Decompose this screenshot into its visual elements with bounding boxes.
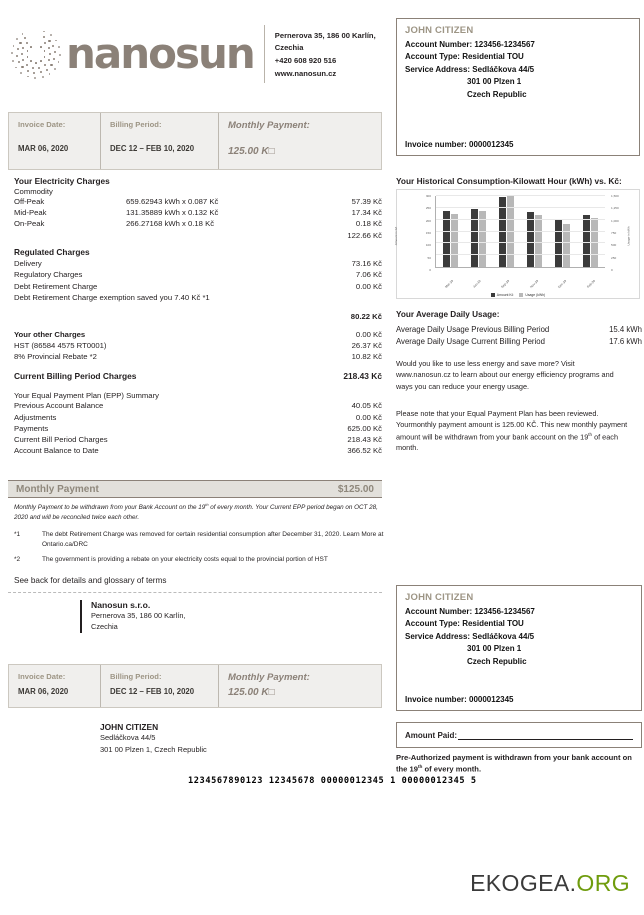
charge-name: Off-Peak <box>14 197 45 206</box>
legend-label: Usage (kWh) <box>525 293 546 297</box>
billing-period-value: DEC 12 – FEB 10, 2020 <box>110 144 195 153</box>
chart-ytick-right: 250 <box>611 255 617 260</box>
avg-usage-name: Average Daily Usage Current Billing Period <box>396 337 545 346</box>
chart-bar-amount <box>471 209 478 267</box>
footnote-1-marker: *1 <box>14 531 21 538</box>
invoice-summary-bar-stub <box>8 664 382 708</box>
see-back-note: See back for details and glossary of terms <box>14 576 167 585</box>
charge-name: Mid-Peak <box>14 208 47 218</box>
charge-name: 8% Provincial Rebate *2 <box>14 352 97 362</box>
invoice-summary-bar-top <box>8 112 382 170</box>
drc-exemption-note: Debt Retirement Charge exemption saved you 7.40 Kč *1 <box>14 292 210 302</box>
header-divider <box>264 25 265 83</box>
drc-exemption-note-row <box>14 292 382 303</box>
chart-ytick: 100 <box>425 243 431 248</box>
regulated-charges-title: Regulated Charges <box>14 247 90 258</box>
charge-name: Debt Retirement Charge <box>14 281 98 291</box>
billing-period-label: Billing Period: <box>110 672 162 681</box>
table-row <box>396 336 642 348</box>
chart-ytick: 200 <box>425 218 431 223</box>
stub-company-name: Nanosun s.r.o. <box>91 600 151 610</box>
company-address-line: Czechia <box>274 43 304 53</box>
chart-title: Your Historical Consumption-Kilowatt Hour (kWh) vs. Kč: <box>396 176 622 186</box>
service-address: Service Address: Sedláčkova 44/5 <box>405 64 535 74</box>
legend-swatch-icon <box>519 293 523 297</box>
footnote-1-text: The debt Retirement Charge was removed for certain residential consumption after December 31, 2020. Learn More at Ontario.ca/DRC <box>42 531 384 548</box>
table-row <box>14 340 382 351</box>
payment-withdrawal-note <box>14 502 386 522</box>
chart-y-axis-label: Amount in Kč <box>394 226 399 246</box>
epp-row-amount: 218.43 Kč <box>347 435 382 445</box>
other-charges-row <box>14 329 382 340</box>
chart-xtick: Nov-19 <box>528 278 539 290</box>
chart-legend <box>397 293 639 297</box>
amount-paid-label: Amount Paid: <box>405 730 457 740</box>
epp-row-name: Payments <box>14 423 49 433</box>
table-row <box>14 218 382 229</box>
chart-xtick: Jun-19 <box>472 279 483 289</box>
table-row <box>14 351 382 362</box>
table-row <box>14 269 382 280</box>
avg-usage-value: 15.4 kWh <box>609 325 642 334</box>
legend-swatch-icon <box>491 293 495 297</box>
table-row <box>14 400 382 411</box>
legend-label: Amount Kč <box>496 293 514 297</box>
footnote-2-text: The government is providing a rebate on your electricity costs equal to the provincial portion of HST <box>42 556 328 563</box>
charge-detail: 659.62943 kWh x 0.087 Kč <box>126 197 219 206</box>
chart-ytick-right: 1,250 <box>611 206 619 211</box>
account-number: Account Number: 123456-1234567 <box>405 40 535 49</box>
chart-xtick: Sep-19 <box>500 278 511 290</box>
chart-xtick: Dec-19 <box>557 278 568 290</box>
ekogea-watermark <box>470 870 630 897</box>
table-row <box>14 423 382 434</box>
service-address: Service Address: Sedláčkova 44/5 <box>405 631 535 641</box>
commodity-subtotal-row <box>14 230 382 242</box>
chart-ytick-right: 1,500 <box>611 194 619 198</box>
table-row <box>14 434 382 445</box>
monthly-payment-label: Monthly Payment: <box>228 120 310 131</box>
watermark-dark: EKOGEA. <box>470 870 577 896</box>
chart-ytick: 250 <box>425 206 431 211</box>
billing-period-cell <box>101 113 219 169</box>
sun-dots-icon <box>8 26 64 82</box>
monthly-payment-bar-value: $125.00 <box>337 483 374 495</box>
account-summary-box-stub <box>396 585 642 711</box>
epp-note-b: of each month. <box>396 432 619 453</box>
charge-detail: 266.27168 kWh x 0.18 Kč <box>126 219 215 229</box>
epp-note-sup: th <box>588 431 593 437</box>
chart-bar-usage <box>451 214 458 267</box>
invoice-date-value: MAR 06, 2020 <box>18 687 69 696</box>
stub-customer-address-2: 301 00 Plzen 1, Czech Republic <box>100 744 207 754</box>
chart-ytick: 0 <box>429 268 431 272</box>
monthly-payment-value: 125.00 K□ <box>228 146 275 157</box>
stub-company-address-1: Pernerova 35, 186 00 Karlín, <box>91 611 186 620</box>
charge-amount: 73.16 Kč <box>351 259 382 269</box>
chart-xtick: Feb-20 <box>585 279 596 289</box>
epp-row-amount: 0.00 Kč <box>355 412 382 422</box>
epp-note-a: Please note that your Equal Payment Plan has been reviewed. Yourmonthly payment amount is 125.00 KČ. This new monthly payment amount will be withdrawn from your bank account on the 19 <box>396 409 628 442</box>
monthly-payment-cell <box>219 113 381 169</box>
micr-line: 1234567890123 12345678 00000012345 1 00000012345 5 <box>188 776 477 786</box>
preauth-b: of every month. <box>422 764 482 774</box>
chart-bar-amount <box>583 215 590 267</box>
account-summary-box-top <box>396 18 640 156</box>
table-row <box>14 445 382 456</box>
stub-customer-block <box>100 722 207 755</box>
current-billing-period-row <box>14 371 382 381</box>
electricity-charges-title: Your Electricity Charges <box>14 176 110 186</box>
avg-usage-name: Average Daily Usage Previous Billing Period <box>396 325 550 334</box>
other-charges-title: Your other Charges <box>14 329 86 339</box>
charge-amount: 17.34 Kč <box>351 208 382 218</box>
chart-bar-amount <box>527 212 534 267</box>
charge-amount: 10.82 Kč <box>351 352 382 362</box>
epp-review-note <box>396 408 628 454</box>
monthly-payment-label: Monthly Payment: <box>228 672 310 683</box>
preauthorized-payment-note <box>396 752 636 775</box>
avg-usage-value: 17.6 kWh <box>609 337 642 346</box>
withdrawal-note-sup: th <box>205 502 209 507</box>
historical-consumption-chart <box>396 189 640 299</box>
chart-bar-amount <box>443 211 450 267</box>
charge-amount: 26.37 Kč <box>351 340 382 350</box>
average-usage-title: Your Average Daily Usage: <box>396 310 500 319</box>
monthly-payment-bar-label: Monthly Payment <box>16 483 99 495</box>
epp-row-amount: 40.05 Kč <box>351 401 382 411</box>
epp-row-name: Account Balance to Date <box>14 446 99 456</box>
watermark-green: ORG <box>576 870 630 896</box>
chart-plot-area <box>435 196 605 268</box>
energy-savings-paragraph: Would you like to use less energy and save more? Visit www.nanosun.cz to learn about our energy efficiency programs and ways you can reduce your energy usage. <box>396 359 614 391</box>
table-row <box>14 196 382 207</box>
epp-row-name: Adjustments <box>14 412 57 422</box>
service-address-line2: 301 00 Plzen 1 <box>467 77 522 87</box>
footnote-2 <box>14 555 386 565</box>
chart-ytick-right: 1,000 <box>611 218 619 223</box>
amount-paid-input[interactable] <box>458 730 633 740</box>
withdrawal-note-a: Monthly Payment to be withdrawn from your Bank Account on the 19 <box>14 504 206 512</box>
chart-ytick-right: 500 <box>611 243 617 248</box>
current-billing-label: Current Billing Period Charges <box>14 371 137 382</box>
account-type: Account Type: Residential TOU <box>405 52 524 62</box>
charges-section <box>14 176 382 457</box>
other-charges-amount: 0.00 Kč <box>355 329 382 339</box>
epp-row-amount: 625.00 Kč <box>347 423 382 433</box>
preauth-sup: th <box>417 764 423 770</box>
commodity-label: Commodity <box>14 187 53 196</box>
invoice-number: Invoice number: 0000012345 <box>405 695 514 704</box>
stub-customer-name: JOHN CITIZEN <box>100 722 159 732</box>
stub-divider <box>8 592 382 593</box>
monthly-payment-cell-stub <box>219 665 381 707</box>
invoice-number: Invoice number: 0000012345 <box>405 140 514 149</box>
billing-period-value: DEC 12 – FEB 10, 2020 <box>110 687 195 696</box>
company-phone: +420 608 920 516 <box>274 56 337 65</box>
monthly-payment-value: 125.00 K□ <box>228 687 275 698</box>
charge-amount: 0.00 Kč <box>355 281 382 291</box>
charge-detail: 131.35889 kWh x 0.132 Kč <box>126 208 219 218</box>
company-website[interactable]: www.nanosun.cz <box>274 68 337 78</box>
chart-legend-item <box>491 293 514 297</box>
invoice-date-label: Invoice Date: <box>18 672 66 681</box>
charge-name: HST (86584 4575 RT0001) <box>14 340 107 350</box>
invoice-date-label: Invoice Date: <box>18 120 66 129</box>
footnote-2-marker: *2 <box>14 556 21 563</box>
amount-paid-box[interactable] <box>396 722 642 748</box>
current-billing-amount: 218.43 Kč <box>343 371 382 382</box>
epp-row-amount: 366.52 Kč <box>347 446 382 456</box>
stub-customer-address-1: Sedláčkova 44/5 <box>100 733 156 742</box>
invoice-date-cell <box>9 113 101 169</box>
footnote-1 <box>14 530 386 550</box>
table-row <box>14 207 382 218</box>
brand-name: nanosun <box>66 29 254 78</box>
account-type: Account Type: Residential TOU <box>405 619 524 629</box>
billing-period-label: Billing Period: <box>110 120 162 129</box>
commodity-subtotal: 122.66 Kč <box>347 230 382 240</box>
chart-ytick: 150 <box>425 231 431 235</box>
monthly-payment-bar <box>8 480 382 498</box>
customer-name: JOHN CITIZEN <box>405 592 474 603</box>
table-row <box>396 324 642 336</box>
chart-y-axis-right-label: Usage in kWh <box>626 226 631 246</box>
charge-name: Regulatory Charges <box>14 270 83 280</box>
regulated-subtotal: 80.22 Kč <box>350 312 382 322</box>
service-address-line2: 301 00 Plzen 1 <box>467 644 522 654</box>
chart-ytick-right: 0 <box>611 268 613 272</box>
brand-header <box>8 18 388 90</box>
epp-row-name: Previous Account Balance <box>14 401 104 411</box>
charge-amount: 7.06 Kč <box>355 270 382 280</box>
chart-ytick: 300 <box>425 194 431 198</box>
table-row <box>14 412 382 423</box>
table-row <box>14 281 382 292</box>
table-row <box>14 258 382 269</box>
invoice-date-value: MAR 06, 2020 <box>18 144 69 153</box>
charge-amount: 0.18 Kč <box>355 219 382 229</box>
withdrawal-note-b: of every month. Your Current EPP period began on OCT 28, 2020 and will be reconciled twice each other. <box>14 504 378 521</box>
service-address-line3: Czech Republic <box>467 656 527 666</box>
chart-xtick: Mar-19 <box>444 279 455 289</box>
billing-period-cell-stub <box>101 665 219 707</box>
charge-name: Delivery <box>14 259 42 269</box>
charge-amount: 57.39 Kč <box>351 197 382 206</box>
invoice-date-cell-stub <box>9 665 101 707</box>
charge-name: On-Peak <box>14 219 45 229</box>
chart-legend-item <box>519 293 545 297</box>
epp-title: Your Equal Payment Plan (EPP) Summary <box>14 391 159 401</box>
chart-ytick: 50 <box>427 255 431 260</box>
company-address-line: Pernerova 35, 186 00 Karlín, <box>274 30 376 40</box>
account-number: Account Number: 123456-1234567 <box>405 607 535 616</box>
stub-company-address-2: Czechia <box>91 622 118 632</box>
service-address-line3: Czech Republic <box>467 89 527 99</box>
chart-bar-usage <box>535 215 542 267</box>
preauth-a: Pre-Authorized payment is withdrawn from your bank account on the 19 <box>396 753 632 774</box>
chart-ytick-right: 750 <box>611 231 617 235</box>
epp-row-name: Current Bill Period Charges <box>14 435 108 445</box>
regulated-subtotal-row <box>14 311 382 323</box>
chart-x-ticks <box>435 278 605 290</box>
company-address <box>275 28 376 80</box>
customer-name: JOHN CITIZEN <box>405 25 474 36</box>
stub-company-block <box>80 600 186 633</box>
